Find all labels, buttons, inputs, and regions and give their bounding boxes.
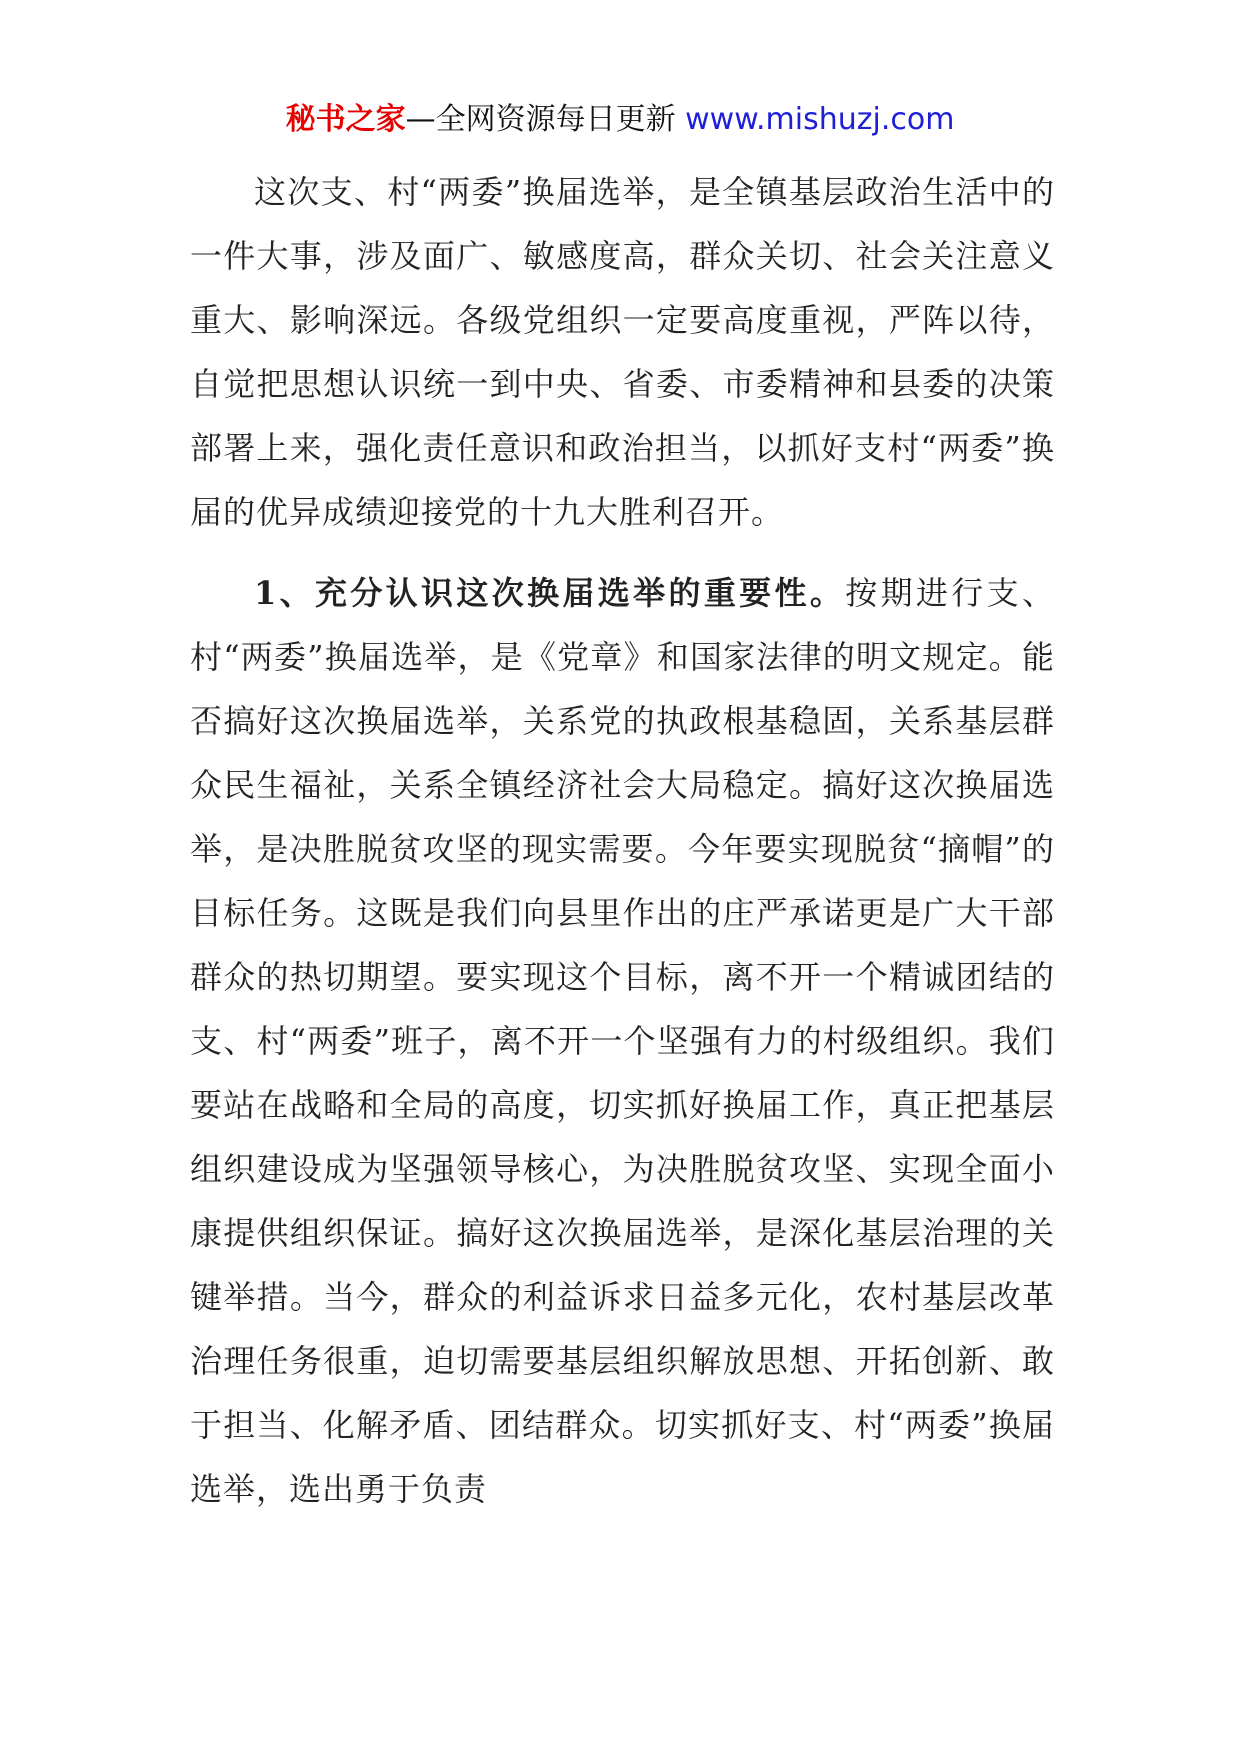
section-heading: 1、充分认识这次换届选举的重要性。 (254, 574, 846, 612)
brand-name: 秘书之家 (285, 102, 406, 137)
paragraph-intro (190, 160, 1055, 544)
paragraph-text: 这次支、村“两委”换届选举，是全镇基层政治生活中的一件大事，涉及面广、敏感度高，群众关切、社会关注意义重大、影响深远。各级党组织一定要高度重视，严阵以待，自觉把思想认识统一到中央、省委、市委精神和县委的决策部署上来，强化责任意识和政治担当，以抓好支村“两委”换届的优异成绩迎接党的十九大胜利召开。 (190, 173, 1055, 531)
site-url-link[interactable]: www.mishuzj.com (685, 102, 955, 137)
site-header (0, 100, 1240, 140)
paragraph-section-1 (190, 561, 1055, 1521)
paragraph-text: 按期进行支、村“两委”换届选举，是《党章》和国家法律的明文规定。能否搞好这次换届选举，关系党的执政根基稳固，关系基层群众民生福祉，关系全镇经济社会大局稳定。搞好这次换届选举，是决胜脱贫攻坚的现实需要。今年要实现脱贫“摘帽”的目标任务。这既是我们向县里作出的庄严承诺更是广大干部群众的热切期望。要实现这个目标，离不开一个精诚团结的支、村“两委”班子，离不开一个坚强有力的村级组织。我们要站在战略和全局的高度，切实抓好换届工作，真正把基层组织建设成为坚强领导核心，为决胜脱贫攻坚、实现全面小康提供组织保证。搞好这次换届选举，是深化基层治理的关键举措。当今，群众的利益诉求日益多元化，农村基层改革治理任务很重，迫切需要基层组织解放思想、开拓创新、敢于担当、化解矛盾、团结群众。切实抓好支、村“两委”换届选举，选出勇于负责 (190, 574, 1055, 1508)
document-body (190, 160, 1055, 1521)
header-tagline: —全网资源每日更新 (405, 102, 676, 137)
